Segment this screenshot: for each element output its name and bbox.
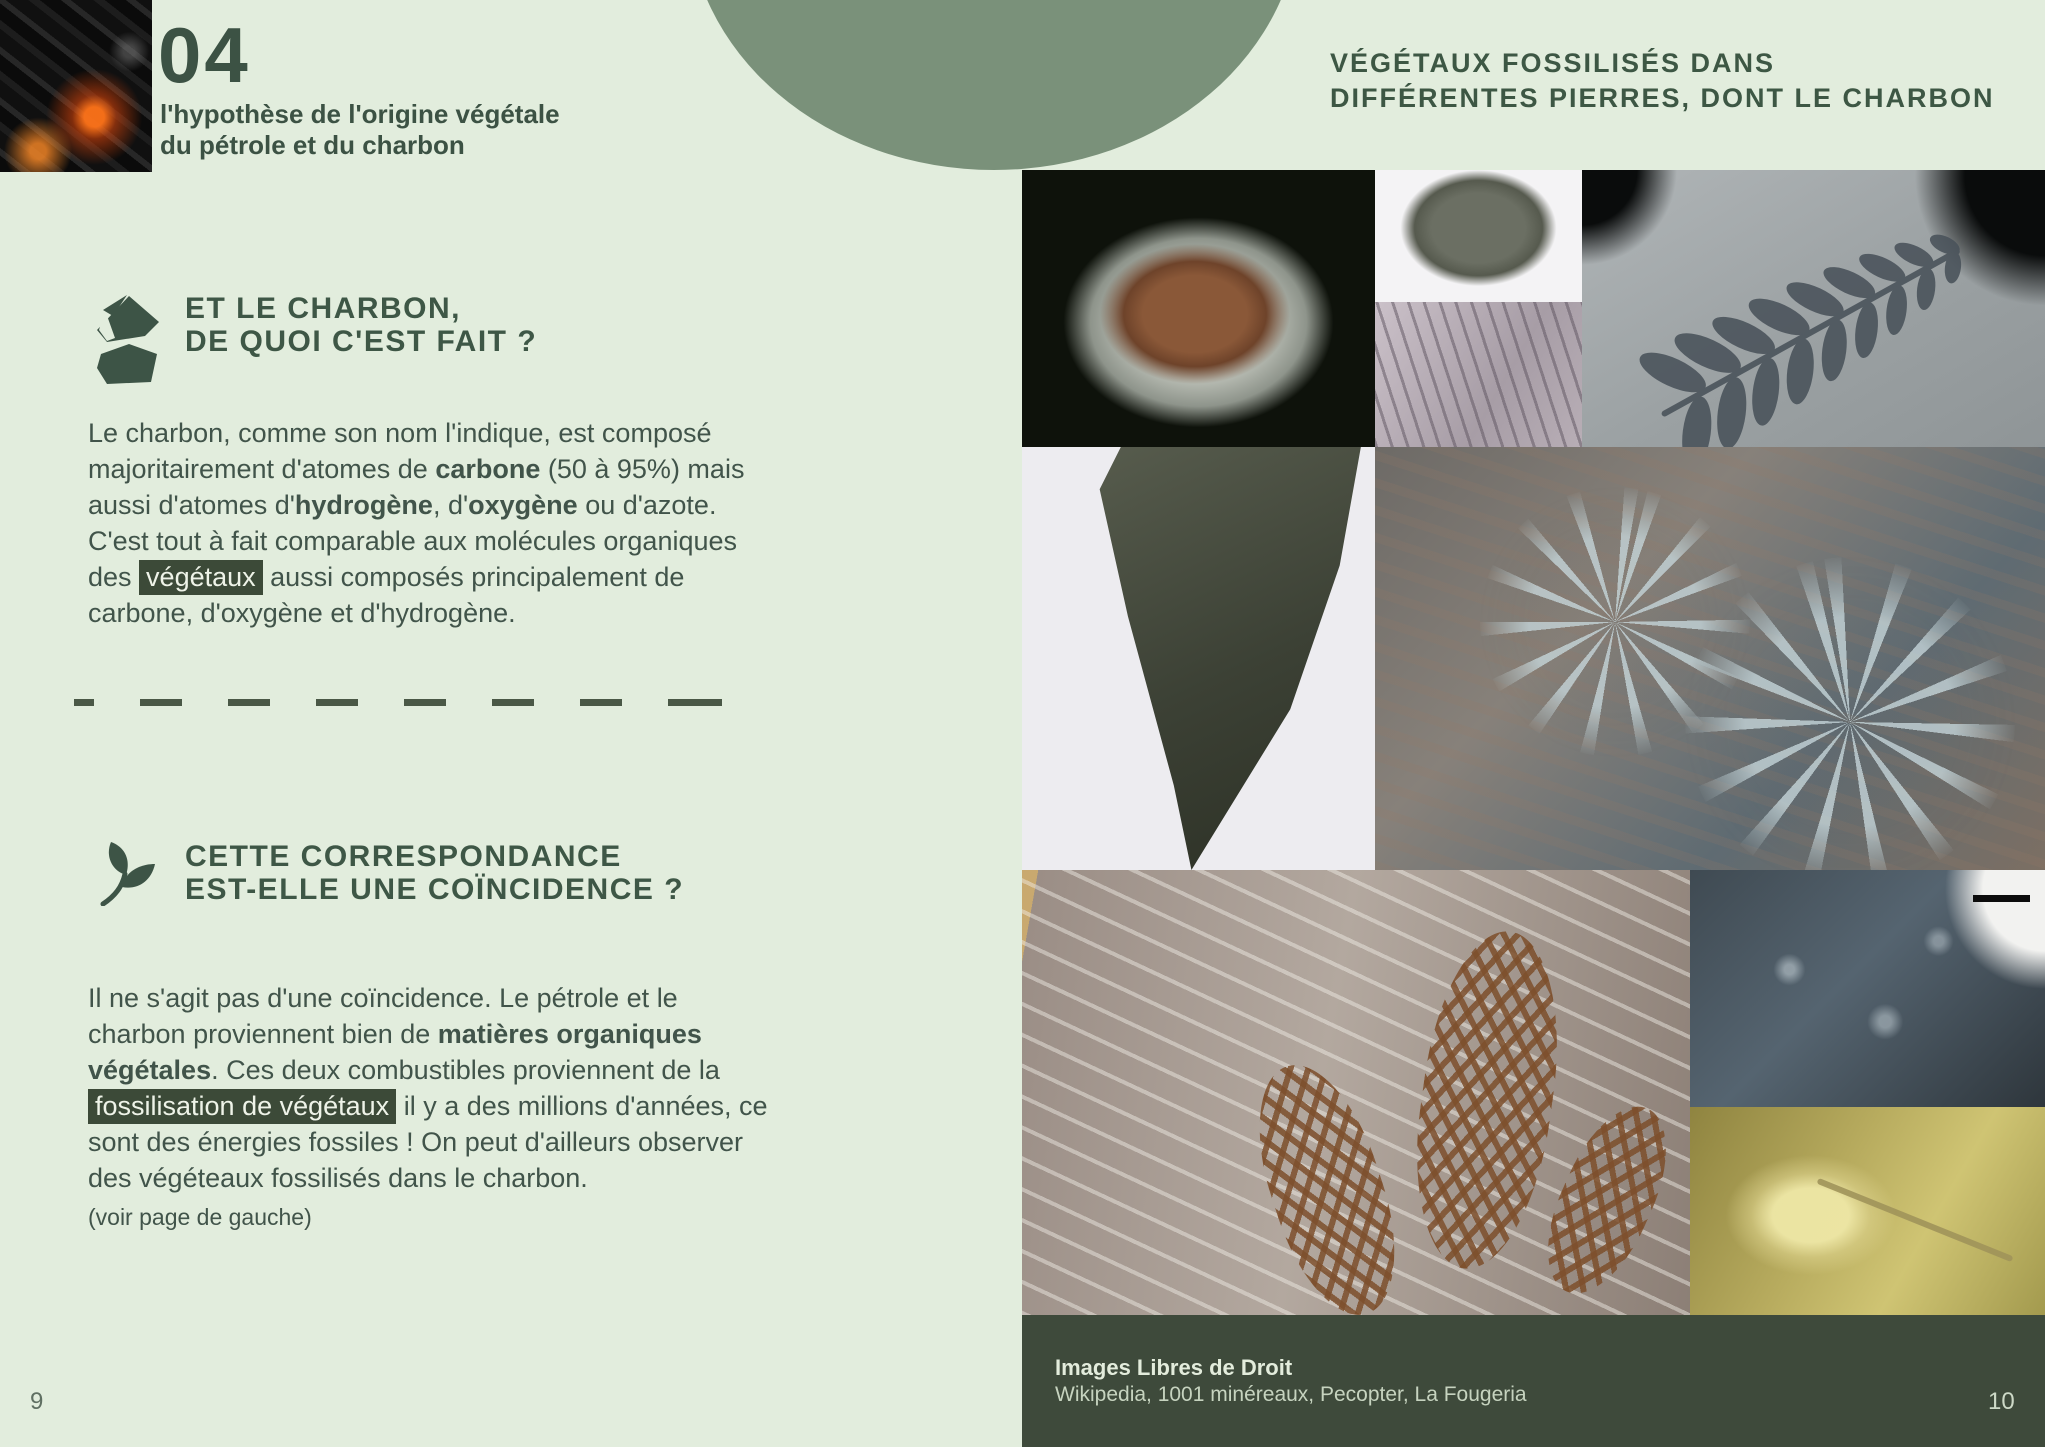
caption-bar [1022,1315,2045,1447]
chapter-title-line2: du pétrole et du charbon [160,130,465,161]
fern-frond [1235,1049,1420,1315]
photo-large-fern-frond-fossil [1582,170,2045,447]
section1-heading-line2: DE QUOI C'EST FAIT ? [185,325,538,358]
section1-heading [185,292,537,358]
photo-golden-leaf-fossil [1690,1107,2045,1315]
caption-title: Images Libres de Droit [1055,1355,1293,1380]
photo-leaf-fossil-dark-background [1022,170,1375,447]
section2-note: (voir page de gauche) [88,1204,312,1230]
leaf-sprout-icon [95,840,159,911]
page-number-right: 10 [1988,1388,2015,1415]
chapter-number: 04 [158,11,251,99]
section1-heading-line1: ET LE CHARBON, [185,292,461,325]
fern-frond [1525,1090,1689,1309]
header-blob-shape [688,0,1300,170]
chapter-title [160,99,560,161]
section2-heading-line1: CETTE CORRESPONDANCE [185,840,622,873]
photo-dark-rock-small-star-fossils [1690,870,2045,1107]
coal-rock-icon [93,294,163,391]
dashed-divider [74,699,722,706]
chapter-title-line1: l'hypothèse de l'origine végétale [160,99,560,129]
photo-star-leaf-fossils-blue-rock [1375,447,2045,870]
section2-heading [185,840,684,906]
photo-dark-rock-fossil-white-background [1022,447,1375,870]
page-number-left: 9 [30,1388,44,1415]
right-page-header-line2: DIFFÉRENTES PIERRES, DONT LE CHARBON [1330,83,1995,114]
right-page-header-line1: VÉGÉTAUX FOSSILISÉS DANS [1330,48,1776,78]
section2-heading-line2: EST-ELLE UNE COÏNCIDENCE ? [185,873,685,906]
photo-brown-fern-fossils-slab [1022,870,1690,1315]
photo-fern-imprint-pattern [1375,302,1582,447]
coal-photo [0,0,152,172]
section1-paragraph: Le charbon, comme son nom l'indique, est composé majoritairement d'atomes de carbone (50 à 95%) mais aussi d'atomes d'hydrogène, d'oxygène ou d'azote. C'est tout à fait comparable aux molécules organiques des végétaux aussi composés principalement de carbone, d'oxygène et d'hydrogène. [88,418,745,628]
photo-fossil-rock-white-background [1375,170,1582,302]
fern-frond [1399,923,1575,1278]
right-page-header [1330,46,2030,116]
caption-sources: Wikipedia, 1001 minéreaux, Pecopter, La Fougeria [1055,1383,1527,1406]
section2-paragraph: Il ne s'agit pas d'une coïncidence. Le pétrole et le charbon proviennent bien de matières organiques végétales. Ces deux combustibles proviennent de la fossilisation de végétaux il y a des millions d'années, ce sont des énergies fossiles ! On peut d'ailleurs observer des végéteaux fossilisés dans le charbon. [88,983,768,1193]
scale-bar [1973,895,2030,902]
fossil-stem [1817,1178,2014,1262]
rock-shape [1022,447,1375,870]
